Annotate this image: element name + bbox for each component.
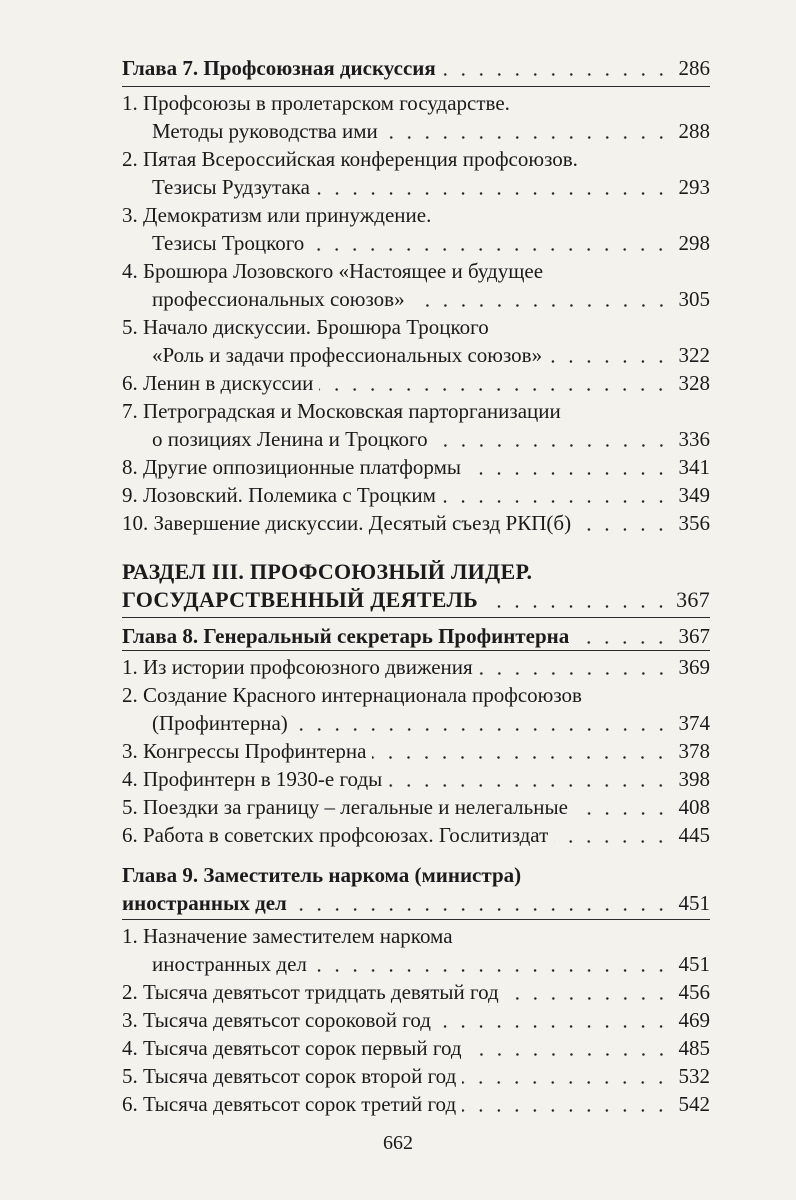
- toc-entry: [122, 481, 710, 509]
- leader-dots: [548, 360, 670, 363]
- entry-title: 2. Тысяча девятьсот тридцать девятый год: [122, 980, 499, 1004]
- toc-entry: [122, 922, 710, 978]
- toc-entry: [122, 765, 710, 793]
- toc-entry: [122, 821, 710, 849]
- entry-title-cont: (Профинтерна): [152, 711, 288, 735]
- leader-dots: [467, 472, 670, 475]
- section-title-cont: ГОСУДАРСТВЕННЫЙ ДЕЯТЕЛЬ: [122, 587, 479, 612]
- entry-title: 5. Поездки за границу – легальные и нелегальные: [122, 795, 568, 819]
- page-number: 305: [678, 287, 710, 311]
- toc-entry: [122, 89, 710, 145]
- leader-dots: [310, 248, 670, 251]
- page-number: 367: [676, 587, 710, 612]
- entry-title: 3. Тысяча девятьсот сороковой год: [122, 1008, 431, 1032]
- toc-entry: [122, 145, 710, 201]
- page-number: 286: [678, 56, 710, 80]
- page-number: 367: [678, 624, 710, 648]
- chapter-rule: [122, 919, 710, 920]
- section-3-heading: [122, 558, 710, 614]
- entry-title: 4. Тысяча девятьсот сорок первый год: [122, 1036, 462, 1060]
- chapter-title: Глава 9. Заместитель наркома (министра): [122, 863, 522, 887]
- leader-dots: [437, 1025, 670, 1028]
- entry-title: 2. Пятая Всероссийская конференция профсоюзов.: [122, 147, 578, 171]
- toc-entry: [122, 313, 710, 369]
- page-number: 532: [678, 1064, 710, 1088]
- chapter-title-cont: иностранных дел: [122, 891, 287, 915]
- leader-dots: [484, 605, 670, 608]
- leader-dots: [388, 784, 670, 787]
- leader-dots: [462, 1081, 670, 1084]
- entry-title: 6. Ленин в дискуссии: [122, 371, 314, 395]
- section-rule: [122, 617, 710, 618]
- page-number: 374: [678, 711, 710, 735]
- page-number: 445: [678, 823, 710, 847]
- toc-entry: [122, 737, 710, 765]
- chapter-7-heading: [122, 54, 710, 82]
- leader-dots: [577, 528, 670, 531]
- entry-title-cont: Тезисы Рудзутака: [152, 175, 310, 199]
- leader-dots: [468, 1053, 670, 1056]
- leader-dots: [384, 136, 670, 139]
- leader-dots: [575, 641, 670, 644]
- entry-title-cont: Методы руководства ими: [152, 119, 378, 143]
- leader-dots: [442, 500, 670, 503]
- page-number: 451: [678, 952, 710, 976]
- entry-title: 4. Профинтерн в 1930-е годы: [122, 767, 383, 791]
- entry-title: 2. Создание Красного интернационала профсоюзов: [122, 683, 582, 707]
- page-number: 341: [678, 455, 710, 479]
- page-number: 485: [678, 1036, 710, 1060]
- page-number: 398: [678, 767, 710, 791]
- section-title: РАЗДЕЛ III. ПРОФСОЮЗНЫЙ ЛИДЕР.: [122, 559, 533, 584]
- entry-title-cont: иностранных дел: [152, 952, 307, 976]
- entry-title-cont: о позициях Ленина и Троцкого: [152, 427, 428, 451]
- toc-entry: [122, 1090, 710, 1118]
- entry-title-cont: Тезисы Троцкого: [152, 231, 305, 255]
- entry-title-cont: «Роль и задачи профессиональных союзов»: [152, 343, 543, 367]
- chapter-rule: [122, 650, 710, 651]
- page-number: 542: [678, 1092, 710, 1116]
- entry-title: 9. Лозовский. Полемика с Троцким: [122, 483, 436, 507]
- page-number: 369: [678, 655, 710, 679]
- toc-entry: [122, 509, 710, 537]
- toc-entry: [122, 369, 710, 397]
- page-number: 356: [678, 511, 710, 535]
- page-number: 336: [678, 427, 710, 451]
- chapter-rule: [122, 86, 710, 87]
- entry-title: 4. Брошюра Лозовского «Настоящее и будущее: [122, 259, 544, 283]
- toc-entry: [122, 1062, 710, 1090]
- entry-title: 6. Работа в советских профсоюзах. Гослитиздат: [122, 823, 549, 847]
- page-number: 298: [678, 231, 710, 255]
- page-number: 328: [678, 371, 710, 395]
- toc-entry: [122, 453, 710, 481]
- page-number: 293: [678, 175, 710, 199]
- entry-title: 3. Демократизм или принуждение.: [122, 203, 432, 227]
- toc-entry: [122, 257, 710, 313]
- chapter-8-heading: [122, 622, 710, 650]
- toc-entry: [122, 1034, 710, 1062]
- page-number: 456: [678, 980, 710, 1004]
- entry-title: 10. Завершение дискуссии. Десятый съезд РКП(б): [122, 511, 572, 535]
- leader-dots: [442, 73, 670, 76]
- leader-dots: [434, 444, 670, 447]
- page-folio: 662: [383, 1132, 413, 1154]
- entry-title: 8. Другие оппозиционные платформы: [122, 455, 461, 479]
- entry-title: 7. Петроградская и Московская парторганизации: [122, 399, 561, 423]
- page-number: 451: [678, 891, 710, 915]
- leader-dots: [319, 388, 670, 391]
- leader-dots: [479, 672, 670, 675]
- page-number: 288: [678, 119, 710, 143]
- entry-title: 6. Тысяча девятьсот сорок третий год: [122, 1092, 457, 1116]
- page-number: 378: [678, 739, 710, 763]
- toc-entry: [122, 978, 710, 1006]
- entry-title: 1. Профсоюзы в пролетарском государстве.: [122, 91, 510, 115]
- leader-dots: [554, 840, 670, 843]
- entry-title: 5. Тысяча девятьсот сорок второй год: [122, 1064, 457, 1088]
- leader-dots: [313, 969, 670, 972]
- leader-dots: [505, 997, 670, 1000]
- leader-dots: [411, 304, 670, 307]
- toc-entry: [122, 1006, 710, 1034]
- entry-title-cont: профессиональных союзов»: [152, 287, 405, 311]
- page-number: 469: [678, 1008, 710, 1032]
- entry-title: 1. Из истории профсоюзного движения: [122, 655, 473, 679]
- chapter-9-heading: [122, 861, 710, 917]
- entry-title: 1. Назначение заместителем наркома: [122, 924, 453, 948]
- leader-dots: [294, 728, 670, 731]
- leader-dots: [574, 812, 670, 815]
- entry-title: 3. Конгрессы Профинтерна: [122, 739, 367, 763]
- leader-dots: [316, 192, 670, 195]
- page-number: 349: [678, 483, 710, 507]
- leader-dots: [293, 908, 670, 911]
- entry-title: 5. Начало дискуссии. Брошюра Троцкого: [122, 315, 489, 339]
- leader-dots: [462, 1109, 670, 1112]
- toc-entry: [122, 681, 710, 737]
- toc-entry: [122, 397, 710, 453]
- page-number: 408: [678, 795, 710, 819]
- toc-entry: [122, 653, 710, 681]
- toc-entry: [122, 793, 710, 821]
- page-number: 322: [678, 343, 710, 367]
- chapter-title: Глава 8. Генеральный секретарь Профинтерна: [122, 624, 570, 648]
- leader-dots: [372, 756, 670, 759]
- chapter-title: Глава 7. Профсоюзная дискуссия: [122, 56, 436, 80]
- toc-entry: [122, 201, 710, 257]
